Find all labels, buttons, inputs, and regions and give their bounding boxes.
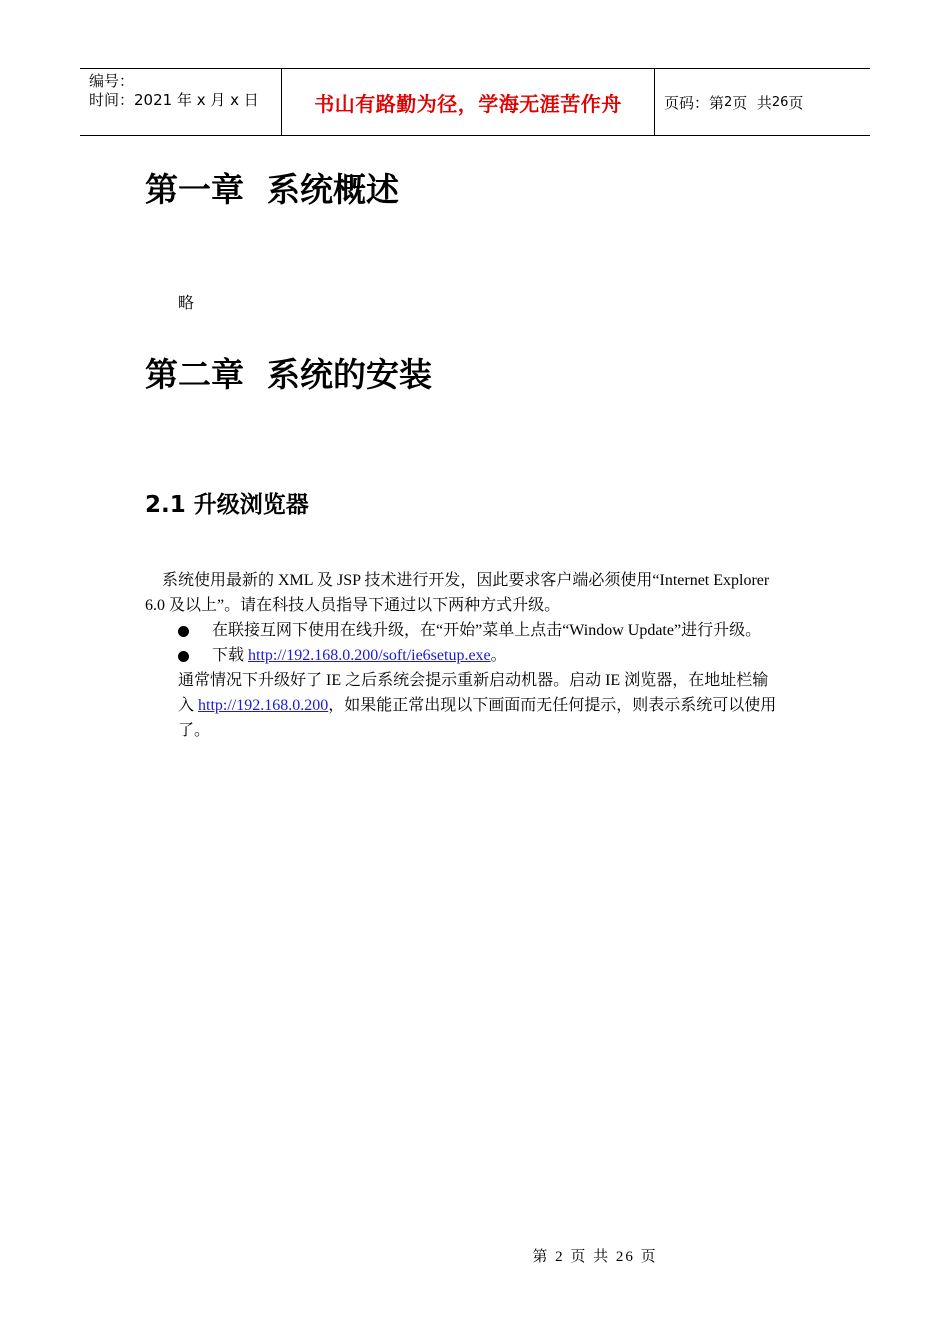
page-header [80, 68, 870, 136]
header-motto: 书山有路勤为径，学海无涯苦作舟 [314, 91, 622, 116]
para1-line1: 系统使用最新的 XML 及 JSP 技术进行开发，因此要求客户端必须使用“Internet Explorer [162, 572, 770, 589]
header-meta [80, 69, 281, 135]
system-address-link[interactable]: http://192.168.0.200 [198, 697, 329, 714]
para1-line2: 6.0 及以上”。请在科技人员指导下通过以下两种方式升级。 [145, 597, 561, 614]
bullet-item-online-update [178, 619, 761, 643]
chapter2-title: 第二章 系统的安装 [145, 355, 432, 394]
header-page-mid: 页 共 [732, 93, 772, 112]
header-page-info [655, 69, 870, 135]
para2-prefix: 入 [178, 697, 199, 714]
bullet-dot-icon [178, 651, 189, 662]
header-page-prefix: 页码：第 [664, 93, 725, 112]
bullet-item-download [178, 644, 507, 668]
bullet-dot-icon [178, 626, 189, 637]
para2-suffix: ，如果能正常出现以下画面而无任何提示，则表示系统可以使用 [328, 697, 777, 714]
bullet2-suffix: 。 [490, 647, 507, 664]
header-page-suffix: 页 [788, 93, 804, 112]
bullet2-prefix: 下载 [212, 647, 249, 664]
header-page-total: 26 [771, 94, 789, 110]
section-2-1-title: 2.1 升级浏览器 [145, 492, 309, 518]
chapter1-body: 略 [178, 295, 195, 312]
chapter1-title: 第一章 系统概述 [145, 170, 399, 209]
ie6-download-link[interactable]: http://192.168.0.200/soft/ie6setup.exe [248, 647, 491, 664]
para2-line3: 了。 [178, 722, 211, 739]
header-page-current: 2 [724, 94, 733, 110]
para2-line1: 通常情况下升级好了 IE 之后系统会提示重新启动机器。启动 IE 浏览器，在地址栏输 [178, 672, 769, 689]
para2-line2 [178, 694, 776, 718]
header-number: 编号： [89, 72, 135, 90]
header-motto-cell [281, 69, 655, 135]
header-time: 时间：2021 年 x 月 x 日 [89, 91, 259, 109]
page-footer: 第 2 页 共 26 页 [532, 1249, 658, 1265]
bullet1-text: 在联接互网下使用在线升级，在“开始”菜单上点击“Window Update”进行升级。 [212, 622, 762, 639]
